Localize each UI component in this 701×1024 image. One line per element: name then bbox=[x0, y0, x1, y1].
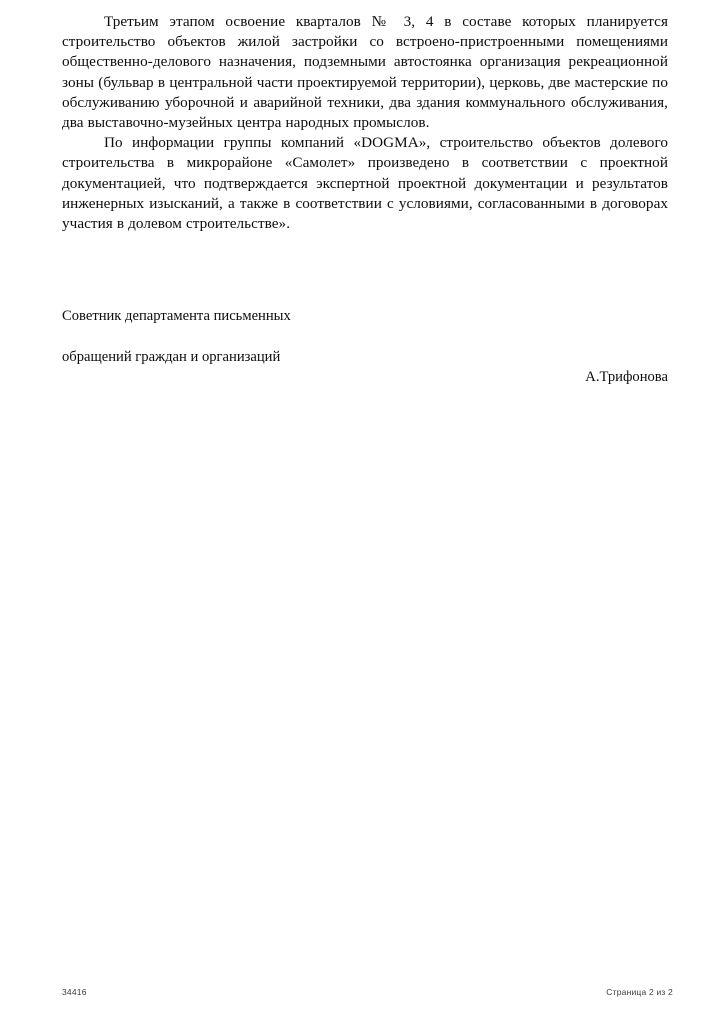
footer-document-code: 34416 bbox=[62, 987, 87, 997]
signer-title-line-1: Советник департамента письменных bbox=[62, 308, 291, 325]
page-footer bbox=[0, 987, 701, 1007]
document-body bbox=[62, 12, 668, 234]
signature-row bbox=[62, 286, 668, 387]
signer-name: А.Трифонова bbox=[585, 368, 668, 385]
paragraph-1: Третьим этапом освоение кварталов № 3, 4 в составе которых планируется строительство объектов жилой застройки со встроено-пристроенными помещениями общественно-делового назначения, подземными автостоянка организация рекреационной зоны (бульвар в центральной части проектируемой территории), церковь, две мастерские по обслуживанию уборочной и аварийной техники, два здания коммунального обслуживания, два выставочно-музейных центра народных промыслов. bbox=[62, 13, 668, 132]
signature-block bbox=[62, 286, 668, 387]
signer-title bbox=[62, 286, 291, 387]
footer-page-number: Страница 2 из 2 bbox=[606, 987, 673, 997]
paragraph-2: По информации группы компаний «DOGMA», строительство объектов долевого строительства в микрорайоне «Самолет» произведено в соответствии с проектной документацией, что подтверждается экспертной проектной документации и результатов инженерных изысканий, а также в соответствии с условиями, согласованными в договорах участия в долевом строительстве». bbox=[62, 134, 668, 233]
signer-title-line-2: обращений граждан и организаций bbox=[62, 348, 281, 365]
